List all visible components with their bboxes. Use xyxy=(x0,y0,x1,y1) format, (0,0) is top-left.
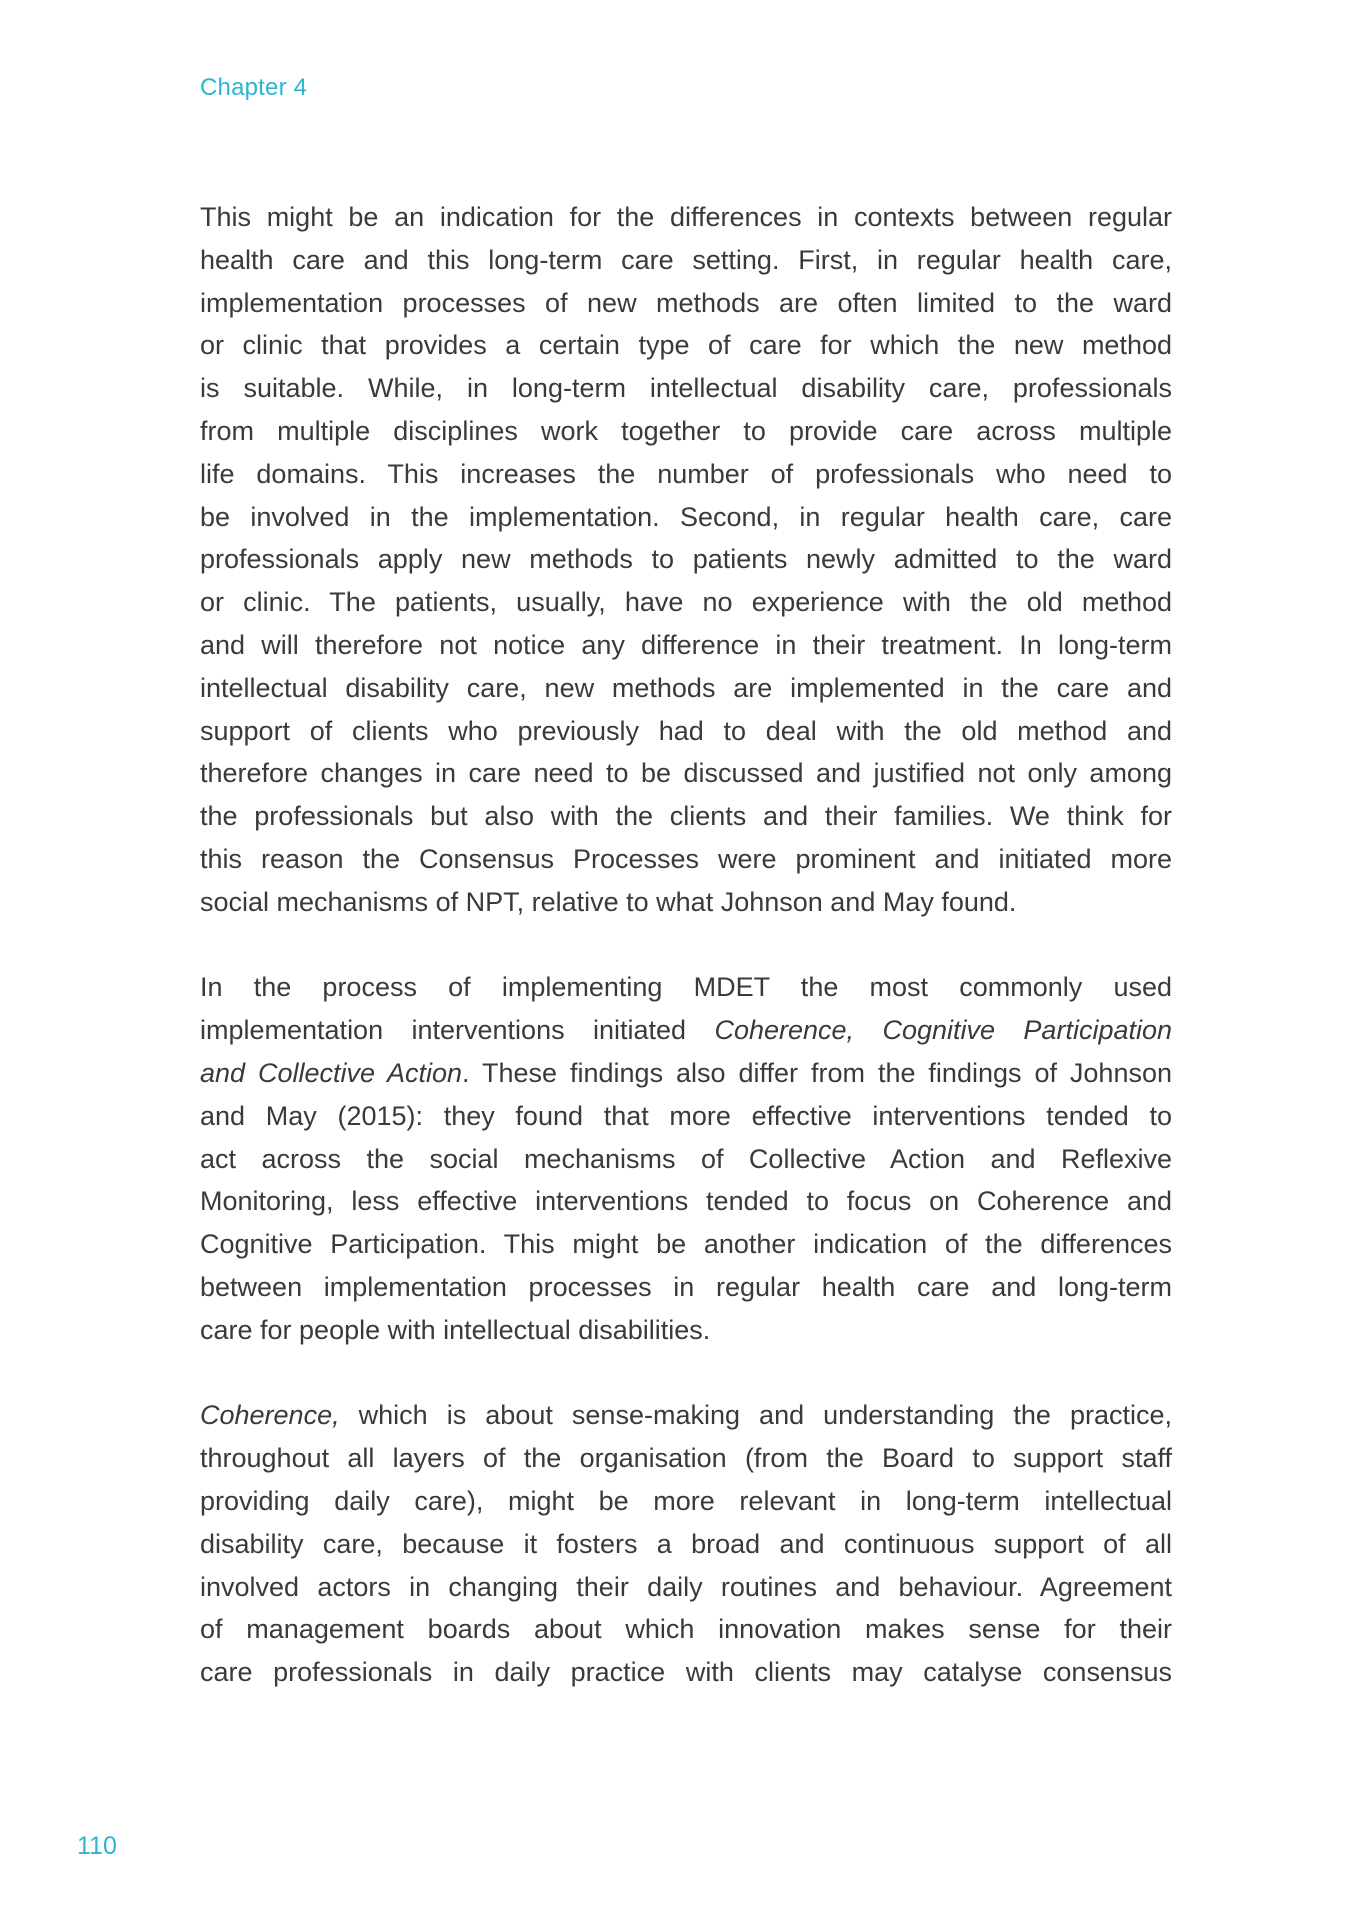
text-line: intellectual disability care, new methods are implemented in the care and xyxy=(200,672,1172,703)
text-line: Cognitive Participation. This might be another indication of the differences xyxy=(200,1229,1172,1260)
text-line: health care and this long-term care setting. First, in regular health care, xyxy=(200,244,1172,275)
text-line: is suitable. While, in long-term intellectual disability care, professionals xyxy=(200,373,1172,404)
text-line: support of clients who previously had to deal with the old method and xyxy=(200,715,1172,746)
text-line: and Collective Action. These findings also differ from the findings of Johnson xyxy=(200,1057,1172,1088)
running-head-chapter: Chapter 4 xyxy=(200,74,308,101)
body-text xyxy=(200,196,1172,1737)
text-line: Coherence, which is about sense-making and understanding the practice, xyxy=(200,1400,1172,1431)
italic-term: Coherence, Cognitive Participation xyxy=(714,1015,1173,1046)
text-line: therefore changes in care need to be discussed and justified not only among xyxy=(200,758,1172,789)
text-line: life domains. This increases the number of professionals who need to xyxy=(200,458,1172,489)
text-line: care for people with intellectual disabilities. xyxy=(200,1314,711,1345)
italic-term: and Collective Action xyxy=(200,1057,463,1088)
text-line: care professionals in daily practice with clients may catalyse consensus xyxy=(200,1657,1172,1688)
text-line: implementation interventions initiated Coherence, Cognitive Participation xyxy=(200,1015,1173,1046)
text-line: of management boards about which innovation makes sense for their xyxy=(200,1614,1172,1645)
text-line: act across the social mechanisms of Collective Action and Reflexive xyxy=(200,1143,1172,1174)
text-line: or clinic. The patients, usually, have no experience with the old method xyxy=(200,587,1172,618)
text-line: implementation processes of new methods are often limited to the ward xyxy=(200,287,1172,318)
text-line: social mechanisms of NPT, relative to what Johnson and May found. xyxy=(200,886,1017,917)
text-line: from multiple disciplines work together to provide care across multiple xyxy=(200,415,1172,446)
text-line: professionals apply new methods to patients newly admitted to the ward xyxy=(200,544,1172,575)
page-number: 110 xyxy=(77,1832,117,1860)
italic-term: Coherence, xyxy=(200,1400,340,1431)
paragraph xyxy=(200,966,1172,1351)
paragraph xyxy=(200,1394,1172,1694)
text-line: the professionals but also with the clients and their families. We think for xyxy=(200,801,1172,832)
text-line: throughout all layers of the organisation (from the Board to support staff xyxy=(200,1443,1172,1474)
text-line: or clinic that provides a certain type of care for which the new method xyxy=(200,330,1172,361)
text-line: be involved in the implementation. Second, in regular health care, care xyxy=(200,501,1172,532)
text-line: between implementation processes in regular health care and long-term xyxy=(200,1271,1172,1302)
paragraph xyxy=(200,196,1172,924)
text-line: and May (2015): they found that more effective interventions tended to xyxy=(200,1100,1172,1131)
text-line: Monitoring, less effective interventions tended to focus on Coherence and xyxy=(200,1186,1172,1217)
text-line: In the process of implementing MDET the most commonly used xyxy=(200,972,1172,1003)
text-line: providing daily care), might be more relevant in long-term intellectual xyxy=(200,1485,1172,1516)
text-line: involved actors in changing their daily routines and behaviour. Agreement xyxy=(200,1571,1172,1602)
text-line: This might be an indication for the differences in contexts between regular xyxy=(200,202,1172,232)
text-line: this reason the Consensus Processes were prominent and initiated more xyxy=(200,843,1172,874)
text-line: disability care, because it fosters a broad and continuous support of all xyxy=(200,1528,1172,1559)
text-line: and will therefore not notice any difference in their treatment. In long-term xyxy=(200,629,1172,660)
